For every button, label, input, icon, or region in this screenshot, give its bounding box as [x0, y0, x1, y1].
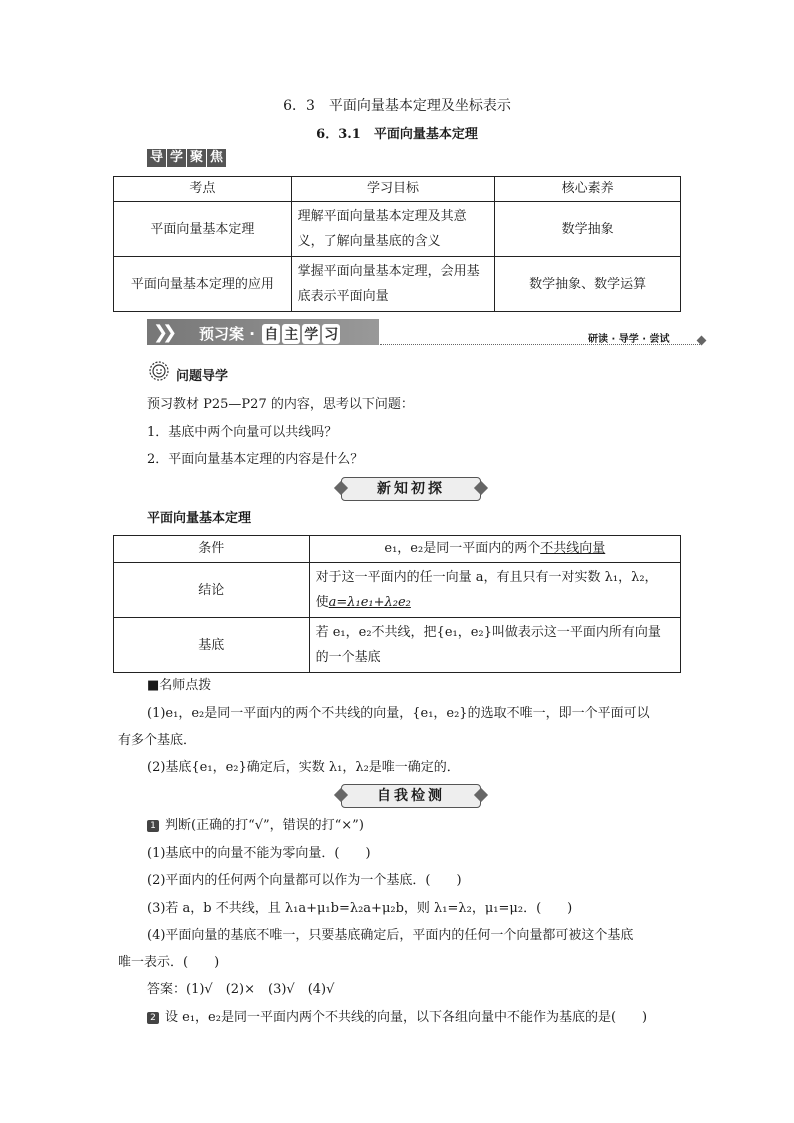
basis-line-1: 若 e₁，e₂不共线，把{e₁，e₂}叫做表示这一平面内所有向量	[315, 625, 661, 640]
table-cell	[309, 563, 680, 618]
check-statement-2: (2)平面内的任何两个向量都可以作为一个基底．( )	[147, 873, 462, 888]
table-cell: 基底	[114, 618, 310, 673]
table-row	[114, 257, 681, 312]
table-cell: 理解平面向量基本定理及其意义，了解向量基底的含义	[291, 202, 495, 257]
banner-prefix: 预习案	[199, 325, 245, 343]
subsection-title: 6．3.1 平面向量基本定理	[316, 127, 478, 142]
conclusion-line-2	[316, 590, 674, 615]
section-title: 6．3 平面向量基本定理及坐标表示	[283, 98, 511, 114]
self-check-pill: 自我检测	[341, 784, 481, 808]
condition-underline: 不共线向量	[540, 541, 606, 556]
check-question-2	[147, 1008, 647, 1028]
guide-question-1: 1．基底中两个向量可以共线吗？	[147, 425, 338, 440]
tips-heading: ■名师点拨	[147, 678, 212, 693]
focus-tag-char: 学	[167, 149, 186, 167]
basis-line-2: 的一个基底	[315, 650, 381, 665]
table-cell	[309, 536, 680, 563]
banner-text	[199, 323, 340, 344]
focus-tag-char: 聚	[187, 149, 206, 167]
number-badge: 1	[147, 820, 159, 832]
focus-tag	[147, 149, 226, 167]
table-row	[114, 536, 681, 563]
check-statement-4-line1: (4)平面向量的基底不唯一，只要基底确定后，平面内的任何一个向量都可被这个基底	[147, 928, 634, 943]
check-statement-3: (3)若 a，b 不共线，且 λ₁a+μ₁b=λ₂a+μ₂b，则 λ₁=λ₂，μ₁=μ₂．( )	[147, 901, 573, 916]
conclusion-prefix: 使	[315, 595, 329, 610]
check-q2-text: 设 e₁，e₂是同一平面内两个不共线的向量，以下各组向量中不能作为基底的是( )	[165, 1010, 648, 1025]
guide-intro: 预习教材 P25—P27 的内容，思考以下问题：	[147, 397, 414, 412]
check-statement-4-line2: 唯一表示．( )	[118, 955, 220, 970]
table-header: 学习目标	[291, 177, 495, 202]
conclusion-formula: a=λ₁e₁+λ₂e₂	[328, 595, 411, 610]
guide-question-2: 2．平面向量基本定理的内容是什么？	[147, 452, 364, 467]
banner-box-char: 学	[302, 324, 320, 344]
table-cell: 掌握平面向量基本定理，会用基底表示平面向量	[291, 257, 495, 312]
banner-right-label: 研读 · 导学 · 尝试	[588, 334, 670, 345]
banner-box-char: 主	[282, 324, 300, 344]
tips-p1-line1: (1)e₁，e₂是同一平面内的两个不共线的向量，{e₁，e₂}的选取不唯一，即一个平面可以	[147, 706, 650, 721]
condition-text: e₁，e₂是同一平面内的两个	[384, 541, 541, 556]
table-cell: 平面向量基本定理的应用	[114, 257, 292, 312]
table-header: 考点	[114, 177, 292, 202]
chevron-right-icon: ❯❯	[153, 322, 172, 343]
banner-box-char: 习	[322, 324, 340, 344]
table-cell: 平面向量基本定理	[114, 202, 292, 257]
smiley-sun-icon	[149, 361, 169, 381]
theorem-table	[113, 535, 681, 673]
tips-p2: (2)基底{e₁，e₂}确定后，实数 λ₁，λ₂是唯一确定的．	[147, 760, 460, 775]
table-cell: 条件	[114, 536, 310, 563]
table-row	[114, 618, 681, 673]
preview-banner	[147, 319, 379, 345]
new-knowledge-pill: 新知初探	[341, 477, 481, 501]
table-cell: 结论	[114, 563, 310, 618]
table-row	[114, 563, 681, 618]
table-cell: 数学抽象	[495, 202, 681, 257]
banner-separator: ·	[249, 325, 255, 343]
banner-box-char: 自	[262, 324, 280, 344]
check-statement-1: (1)基底中的向量不能为零向量．( )	[147, 846, 371, 861]
focus-tag-char: 焦	[207, 149, 226, 167]
focus-table	[113, 176, 681, 312]
conclusion-line-1: 对于这一平面内的任一向量 a，有且只有一对实数 λ₁，λ₂，	[315, 570, 658, 585]
check-answer: 答案：(1)√ (2)× (3)√ (4)√	[147, 982, 335, 997]
focus-tag-char: 导	[147, 149, 166, 167]
table-header-row	[114, 177, 681, 202]
table-header: 核心素养	[495, 177, 681, 202]
tips-p1-line2: 有多个基底．	[118, 733, 197, 748]
guide-heading: 问题导学	[176, 369, 229, 384]
check-q1-head: 判断(正确的打“√”，错误的打“×”)	[165, 818, 364, 833]
theorem-heading: 平面向量基本定理	[147, 511, 252, 526]
check-question-1	[147, 816, 364, 836]
number-badge: 2	[147, 1012, 159, 1024]
table-row	[114, 202, 681, 257]
table-cell	[309, 618, 680, 673]
table-cell: 数学抽象、数学运算	[495, 257, 681, 312]
